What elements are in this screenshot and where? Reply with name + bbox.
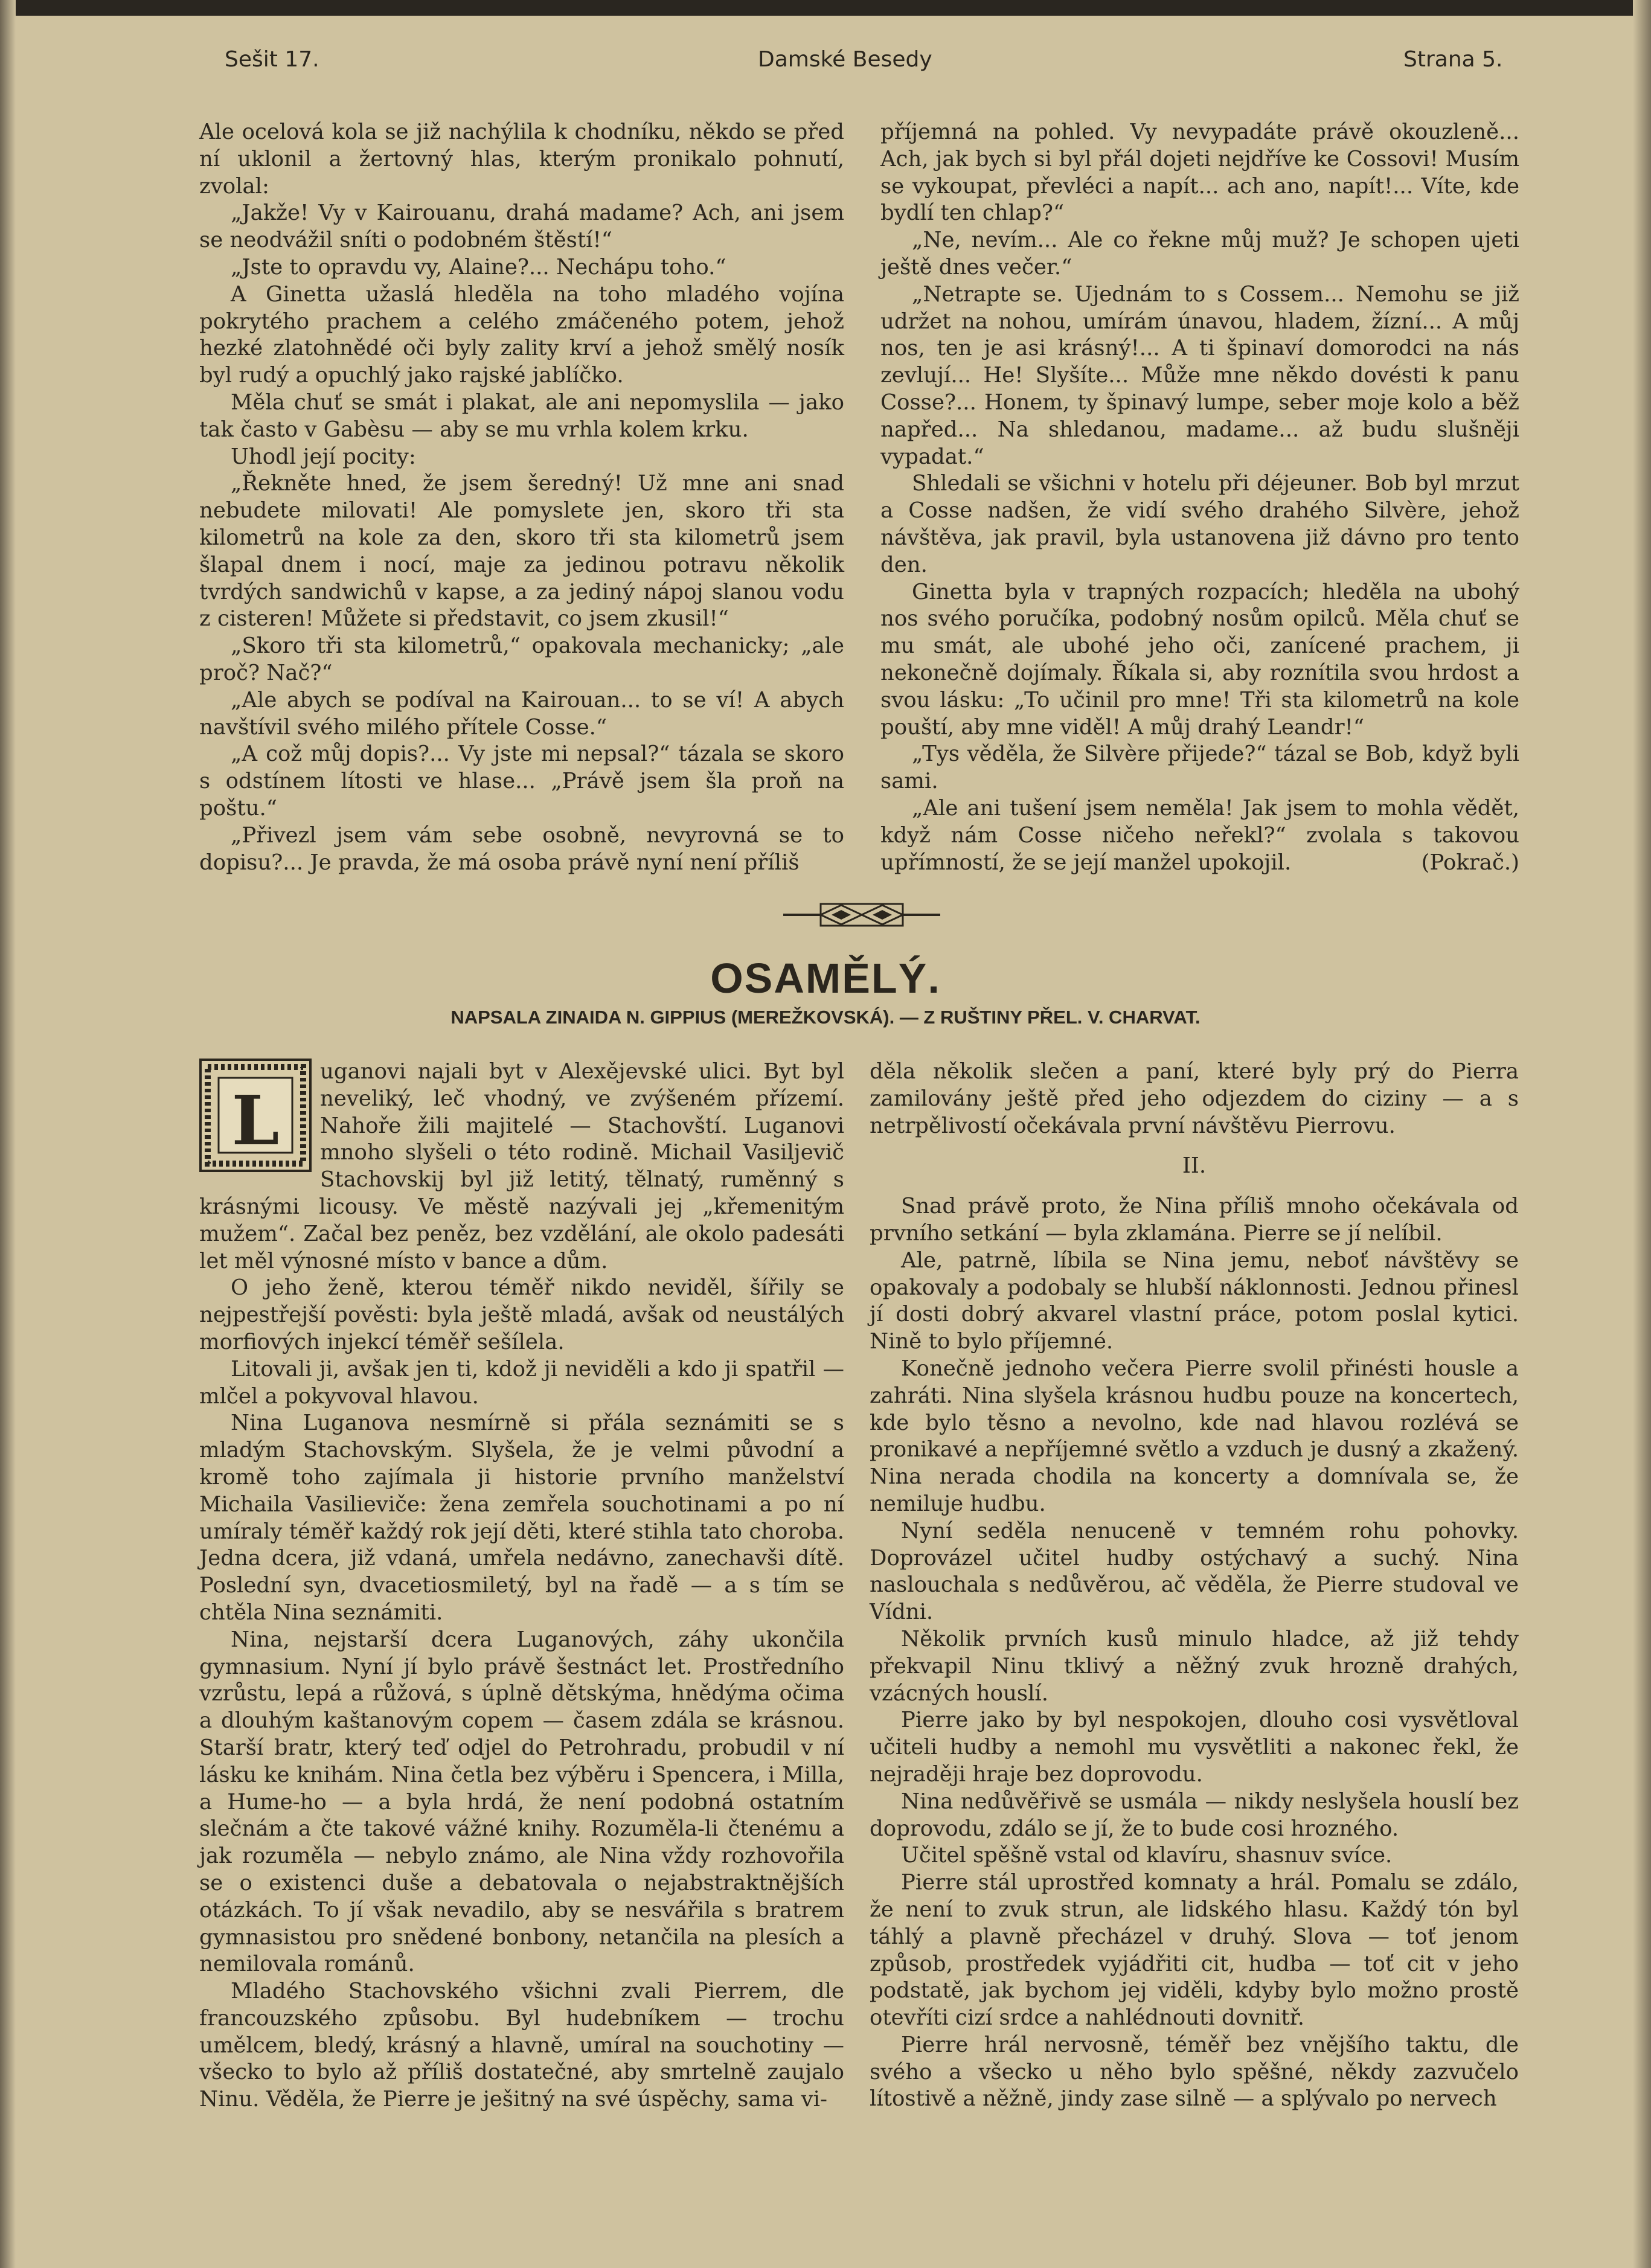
- story1-left-column: [199, 119, 844, 876]
- paragraph: Pierre stál uprostřed komnaty a hrál. Pomalu se zdálo, že není to zvuk strun, ale lidského hlasu. Každý tón byl táhlý a plavně přecházel v druhý. Slova — toť jenom způsob, prostředek vyjádřiti cit, hudba — toť cit v jeho podstatě, jak bychom jej viděli, kdyby bylo možno prostě otevříti cizí srdce a nahlédnouti dovnitř.: [870, 1870, 1519, 2031]
- paragraph: O jeho ženě, kterou téměř nikdo neviděl, šířily se nejpestřejší pověsti: byla ještě mladá, avšak od neustálých morfiových injekcí téměř sešílela.: [199, 1275, 844, 1354]
- section-number: II.: [1182, 1153, 1207, 1179]
- story2-title: OSAMĚLÝ.: [710, 955, 941, 1002]
- paragraph: Pierre hrál nervosně, téměř bez vnějšího taktu, dle svého a všecko u něho bylo spěšné, někdy zazvučelo lítostivě a něžně, jindy zase silně — a splývalo po nervech: [870, 2032, 1519, 2112]
- scan-right-edge: [1633, 0, 1651, 2268]
- header-issue: Sešit 17.: [225, 47, 319, 72]
- paragraph: Shledali se všichni v hotelu při déjeuner. Bob byl mrzut a Cosse nadšen, že vidí svého drahého Silvère, jehož návštěva, jak pravil, byla ustanovena již dávno pro tento den.: [880, 471, 1519, 577]
- paragraph: „Ale abych se podíval na Kairouan... to se ví! A abych navštívil svého milého přítele Cosse.“: [199, 687, 844, 740]
- ornamental-dropcap: [199, 1059, 312, 1172]
- section-divider-ornament: [783, 902, 940, 928]
- paragraph: Mladého Stachovského všichni zvali Pierrem, dle francouzského způsobu. Byl hudebníkem — trochu umělcem, bledý, krásný a hlavně, umíral na souchotiny — všecko to bylo až příliš dostatečné, aby smrtelně zaujalo Ninu. Věděla, že Pierre je ješitný na své úspěchy, sama vi-: [199, 1979, 844, 2112]
- paragraph: A Ginetta užaslá hleděla na toho mladého vojína pokrytého prachem a celého zmáčeného potem, jehož hezké zlatohnědé oči byly zality krví a jehož smělý nosík byl rudý a opuchlý jako rajské jablíčko.: [199, 281, 844, 388]
- paragraph: Snad právě proto, že Nina příliš mnoho očekávala od prvního setkání — byla zklamána. Pierre se jí nelíbil.: [870, 1194, 1519, 1246]
- scan-left-edge: [0, 0, 16, 2268]
- paragraph-text: „Ale ani tušení jsem neměla! Jak jsem to mohla vědět, když nám Cosse ničeho neřekl?“ zvolala s takovou upřímností, že se její manžel upokojil.: [880, 795, 1519, 875]
- paragraph: Ginetta byla v trapných rozpacích; hleděla na ubohý nos svého poručíka, podobný nosům opilců. Měla chuť se mu smát, ale ubohé jeho oči, zanícené prachem, ji nekonečně dojímaly. Říkala si, aby roznítila svou hrdost a svou lásku: „To učinil pro mne! Tři sta kilometrů na kole pouští, aby mne viděl! A můj drahý Leandr!“: [880, 579, 1519, 740]
- header-page-number: Strana 5.: [1403, 47, 1503, 72]
- paragraph: „Tys věděla, že Silvère přijede?“ tázal se Bob, když byli sami.: [880, 742, 1519, 794]
- paragraph: Konečně jednoho večera Pierre svolil přinésti housle a zahráti. Nina slyšela krásnou hudbu pouze na koncertech, kde bylo těsno a nevolno, kde nad hlavou rozlévá se pronikavé a nepříjemné světlo a vzduch je dusný a zkažený. Nina nerada chodila na koncerty a domnívala se, že nemiluje hudbu.: [870, 1356, 1519, 1516]
- paragraph: Ale ocelová kola se již nachýlila k chodníku, někdo se před ní uklonil a žertovný hlas, kterým pronikalo pohnutí, zvolal:: [199, 120, 844, 199]
- paragraph: Ale, patrně, líbila se Nina jemu, neboť návštěvy se opakovaly a podobaly se hlubší náklonnosti. Jednou přinesl jí dosti dobrý akvarel vlastní práce, potom poslal kytici. Nině to bylo příjemné.: [870, 1248, 1519, 1354]
- scan-top-edge: [0, 0, 1651, 16]
- paragraph: Měla chuť se smát i plakat, ale ani nepomyslila — jako tak často v Gabèsu — aby se mu vrhla kolem krku.: [199, 389, 844, 442]
- paragraph: Nyní seděla nenuceně v temném rohu pohovky. Doprovázel učitel hudby ostýchavý a suchý. Nina naslouchala s nedůvěrou, ač věděla, že Pierre studoval ve Vídni.: [870, 1518, 1519, 1625]
- paragraph: příjemná na pohled. Vy nevypadáte právě okouzleně... Ach, jak bych si byl přál dojeti nejdříve ke Cossovi! Musím se vykoupat, převléci a napít... ach ano, napít!... Víte, kde bydlí ten chlap?“: [880, 120, 1519, 226]
- paragraph: Pierre jako by byl nespokojen, dlouho cosi vysvětloval učiteli hudby a nemohl mu vysvětliti a nakonec řekl, že nejraději hraje bez doprovodu.: [870, 1708, 1519, 1787]
- paragraph: Uhodl její pocity:: [231, 444, 416, 469]
- paragraph: „Ne, nevím... Ale co řekne můj muž? Je schopen ujeti ještě dnes večer.“: [880, 228, 1519, 280]
- paragraph-last: [880, 795, 1519, 876]
- paragraph: „Přivezl jsem vám sebe osobně, nevyrovná se to dopisu?... Je pravda, že má osoba právě nyní není příliš: [199, 822, 844, 875]
- paragraph: „Skoro tři sta kilometrů,“ opakovala mechanicky; „ale proč? Nač?“: [199, 633, 844, 685]
- story1-right-column: [880, 119, 1519, 876]
- paragraph: Nina Luganova nesmírně si přála seznámiti se s mladým Stachovským. Slyšela, že je velmi původní a kromě toho zajímala ji historie prvního manželství Michaila Vasilieviče: žena zemřela souchotinami a po ní umíraly téměř každý rok její děti, které stihla tato choroba. Jedna dcera, již vdaná, umřela nedávno, zanechavši dítě. Poslední syn, dvacetiosmiletý, byl na řadě — a s tím se chtěla Nina seznámiti.: [199, 1411, 844, 1625]
- paragraph: děla několik slečen a paní, které byly prý do Pierra zamilovány ještě před jeho odjezdem do ciziny — a s netrpělivostí očekávala první návštěvu Pierrovu.: [870, 1059, 1519, 1138]
- header-journal-title: Damské Besedy: [758, 47, 932, 72]
- paragraph: „Řekněte hned, že jsem šeredný! Už mne ani snad nebudete milovati! Ale pomyslete jen, skoro tři sta kilometrů na kole za den, skoro tři sta kilometrů jsem šlapal dnem i nocí, maje za jedinou potravu několik tvrdých sandwichů v kapse, a za jediný nápoj slanou vodu z cisteren! Můžete si představit, co jsem zkusil!“: [199, 471, 844, 632]
- first-paragraph: [199, 1059, 844, 1275]
- dropcap-letter: L: [231, 1081, 280, 1161]
- paragraph: Několik prvních kusů minulo hladce, až již tehdy překvapil Ninu tklivý a něžný zvuk hrozně drahých, vzácných houslí.: [870, 1626, 1519, 1706]
- paragraph: „A což můj dopis?... Vy jste mi nepsal?“ tázala se skoro s odstínem lítosti ve hlase... „Právě jsem šla proň na poštu.“: [199, 742, 844, 821]
- continued-note: (Pokrač.): [1421, 850, 1519, 875]
- paragraph: Učitel spěšně vstal od klavíru, shasnuv svíce.: [901, 1843, 1393, 1868]
- paragraph: „Jste to opravdu vy, Alaine?... Nechápu toho.“: [231, 254, 726, 280]
- paragraph: „Jakže! Vy v Kairouanu, drahá madame? Ach, ani jsem se neodvážil sníti o podobném štěstí!“: [199, 200, 844, 253]
- story2-right-column: [870, 1059, 1519, 2113]
- story2-byline: NAPSALA ZINAIDA N. GIPPIUS (MEREŽKOVSKÁ). — Z RUŠTINY PŘEL. V. CHARVAT.: [450, 1007, 1201, 1028]
- paragraph: Litovali ji, avšak jen ti, kdož ji neviděli a kdo ji spatřil — mlčel a pokyvoval hlavou.: [199, 1356, 844, 1409]
- paragraph: Nina nedůvěřivě se usmála — nikdy neslyšela houslí bez doprovodu, zdálo se jí, že to bude cosi hrozného.: [870, 1789, 1519, 1841]
- story2-left-column: [199, 1059, 844, 2113]
- paragraph: „Netrapte se. Ujednám to s Cossem... Nemohu se již udržet na nohou, umírám únavou, hladem, žízní... A můj nos, ten je asi krásný!... A ti špinaví domorodci na nás zevlují... He! Slyšíte... Může mne někdo dovésti k panu Cosse?... Honem, ty špinavý lumpe, seber moje kolo a běž napřed... Na shledanou, madame... až budu slušněji vypadat.“: [880, 281, 1519, 469]
- paragraph: Nina, nejstarší dcera Luganových, záhy ukončila gymnasium. Nyní jí bylo právě šestnáct let. Prostředního vzrůstu, lepá a růžová, s úplně dětskýma, hnědýma očima a dlouhým kaštanovým copem — časem zdála se krásnou. Starší bratr, který teď odjel do Petrohradu, probudil v ní lásku ke knihám. Nina četla bez výběru i Spencera, i Milla, a Hume-ho — a byla hrdá, že není podobná ostatním slečnám a čte takové vážné knihy. Rozuměla-li čtenému a jak rozuměla — nebylo známo, ale Nina vždy rozhovořila se o existenci duše a debatovala o nejabstraktnějších otázkách. To jí však nevadilo, aby se nesvářila s bratrem gymnasistou pro snědené bonbony, netančila na plesích a nemilovala románů.: [199, 1627, 844, 1977]
- paragraph-text: uganovi najali byt v Alexějevské ulici. Byt byl neveliký, leč vhodný, ve zvýšeném přízemí. Nahoře žili majitelé — Stachovští. Luganovi mnoho slyšeli o této rodině. Michail Vasiljevič Stachovskij byl již letitý, tělnatý, ruměnný s krásnými licousy. Ve městě nazývali jej „křemenitým mužem“. Začal bez peněz, bez vzdělání, ale okolo padesáti let měl výnosné místo v bance a dům.: [199, 1059, 844, 1273]
